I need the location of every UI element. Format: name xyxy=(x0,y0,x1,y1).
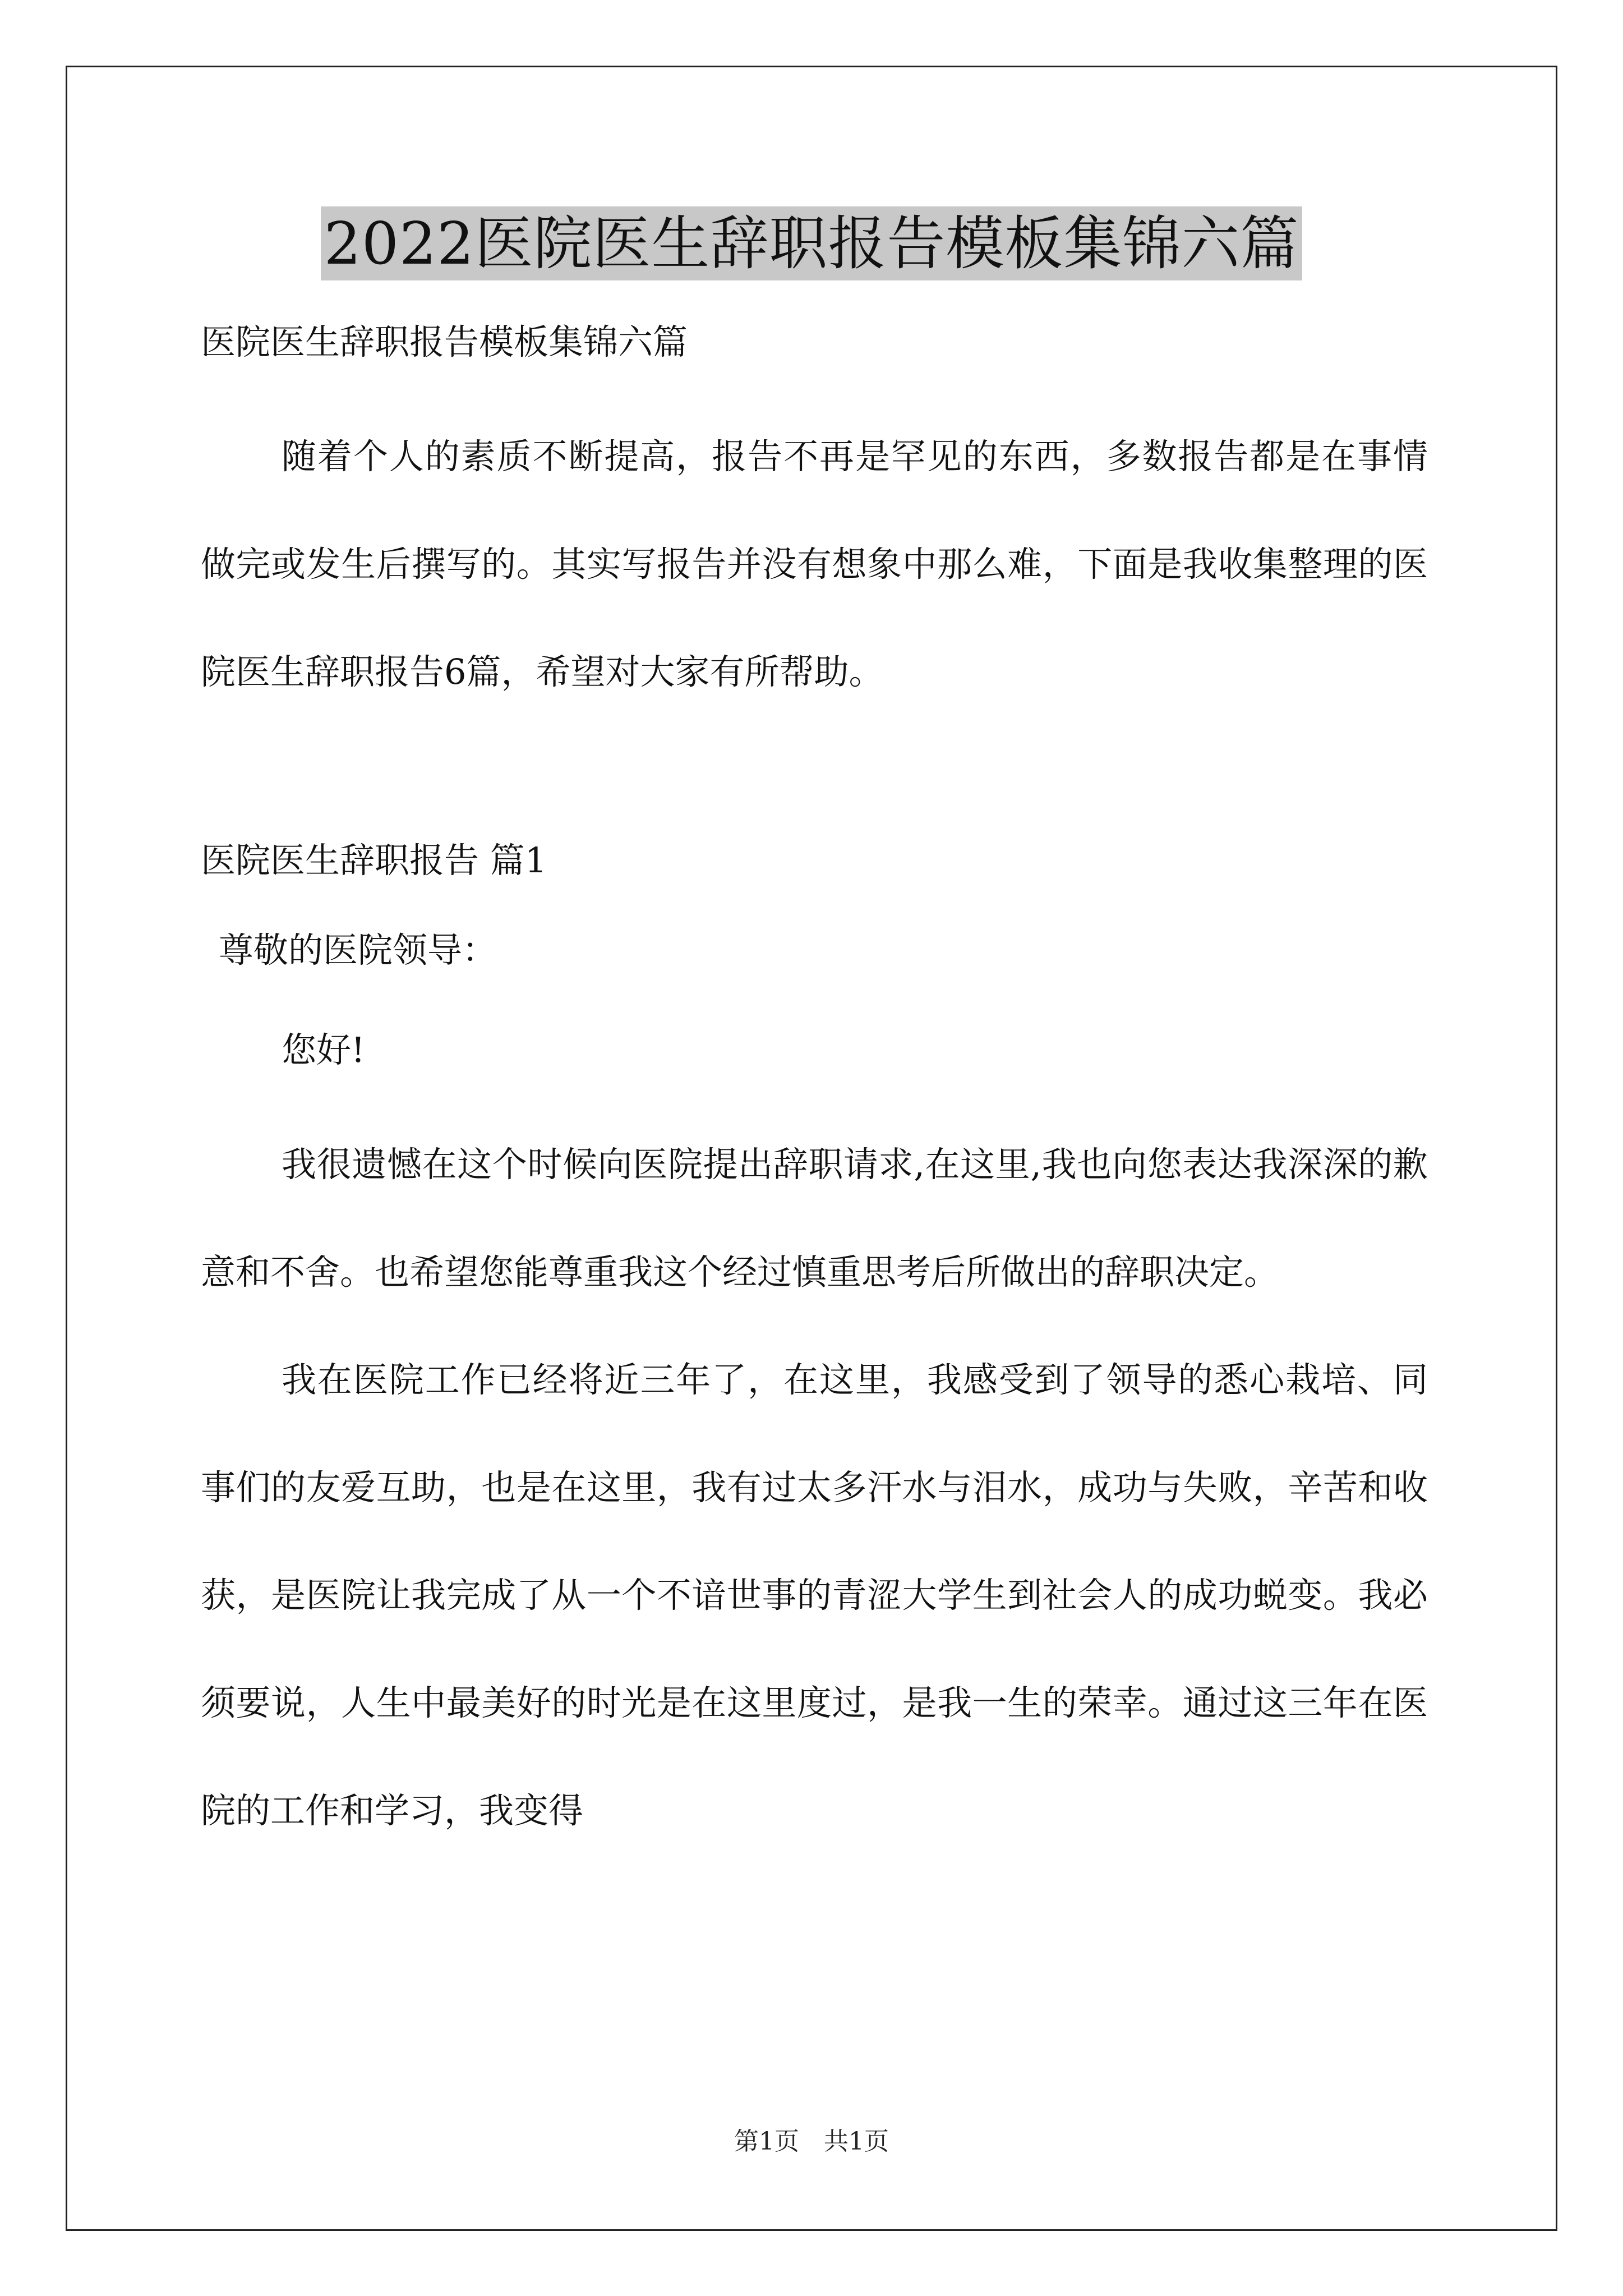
page-number: 第1页 共1页 xyxy=(734,2127,889,2156)
document-body xyxy=(201,314,1428,1865)
intro-paragraph: 随着个人的素质不断提高，报告不再是罕见的东西，多数报告都是在事情做完或发生后撰写的。其实写报告并没有想象中那么难，下面是我收集整理的医院医生辞职报告6篇，希望对大家有所帮助。 xyxy=(201,436,1428,692)
body-paragraph: 我很遗憾在这个时候向医院提出辞职请求,在这里,我也向您表达我深深的歉意和不舍。也希望您能尊重我这个经过慎重思考后所做出的辞职决定。 xyxy=(201,1144,1428,1292)
body-paragraph: 我在医院工作已经将近三年了，在这里，我感受到了领导的悉心栽培、同事们的友爱互助，也是在这里，我有过太多汗水与泪水，成功与失败，辛苦和收获，是医院让我完成了从一个不谙世事的青涩大学生到社会人的成功蜕变。我必须要说，人生中最美好的时光是在这里度过，是我一生的荣幸。通过这三年在医院的工作和学习，我变得 xyxy=(201,1359,1428,1831)
title-container xyxy=(0,206,1623,280)
document-title: 2022医院医生辞职报告模板集锦六篇 xyxy=(321,206,1303,280)
salutation: 尊敬的医院领导： xyxy=(219,930,497,970)
section-title: 医院医生辞职报告 篇1 xyxy=(201,840,547,881)
greeting: 您好! xyxy=(282,1029,365,1070)
document-subtitle: 医院医生辞职报告模板集锦六篇 xyxy=(201,321,688,362)
